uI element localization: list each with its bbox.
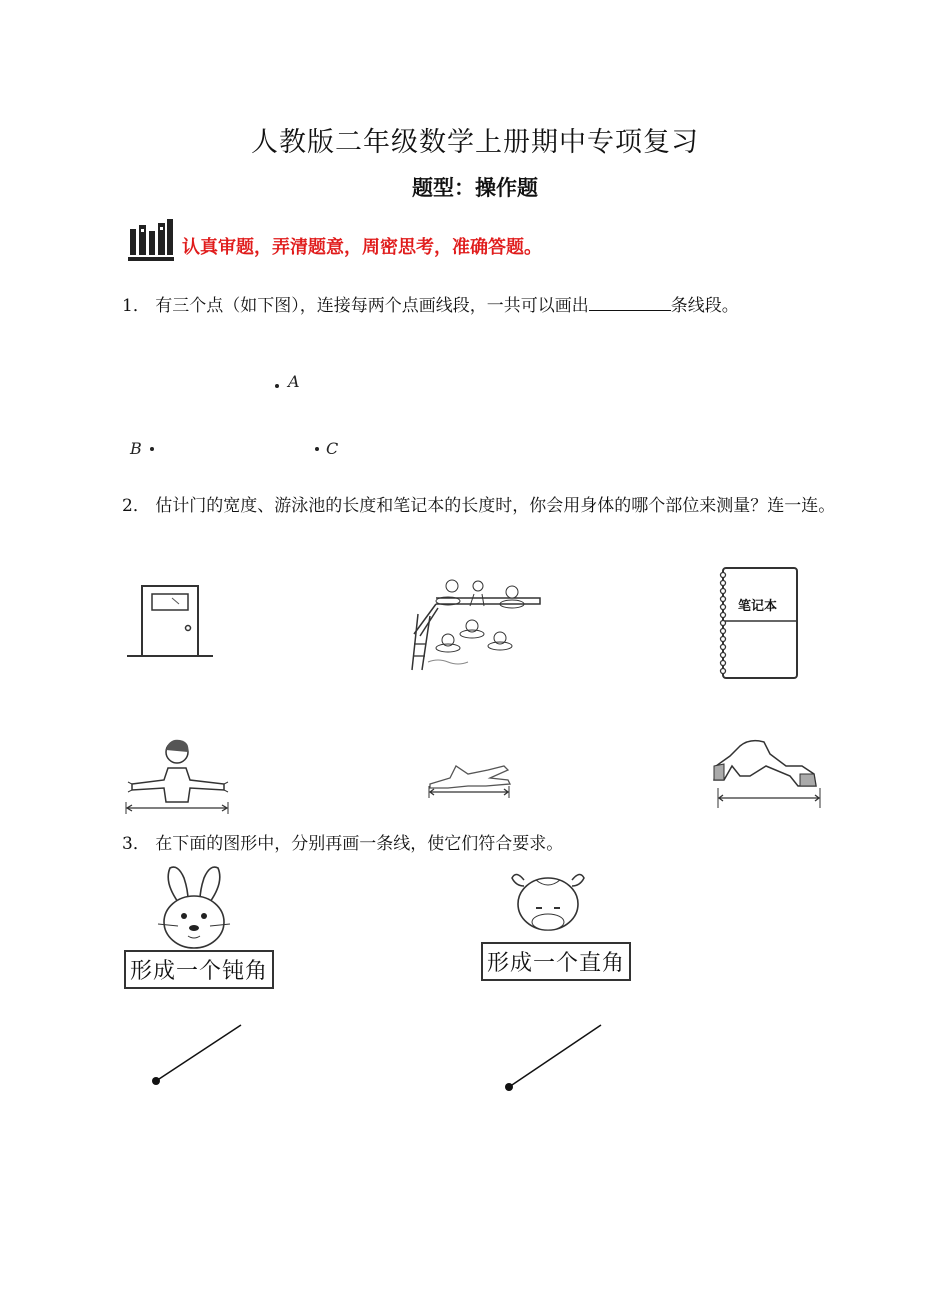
question-number: 1． [122,296,150,316]
question-number: 3． [122,834,150,854]
point-b-label: B [130,439,142,458]
arm-span-icon [124,738,232,814]
point-c-dot [314,446,320,452]
question-3 [122,826,837,862]
point-c-label: C [326,439,339,458]
notebook-icon [717,565,801,681]
question-text-end: 条线段。 [670,296,739,316]
question-2 [122,488,837,524]
swimming-pool-icon [408,574,548,672]
point-a-label: A [288,372,300,391]
point-b-dot [149,446,155,452]
hand-span-icon [428,758,514,798]
books-icon [128,219,174,263]
notebook-label: 笔记本 [738,599,778,614]
obtuse-angle-sign: 形成一个钝角 [124,950,274,989]
question-number: 2． [122,496,150,516]
answer-blank[interactable] [589,292,671,311]
stride-legs-icon [710,736,824,808]
tip-text: 认真审题，弄清题意，周密思考，准确答题。 [182,237,542,258]
page-subtitle: 题型：操作题 [412,176,538,200]
ray-left [150,1022,246,1088]
right-angle-sign: 形成一个直角 [481,942,631,981]
question-text: 估计门的宽度、游泳池的长度和笔记本的长度时，你会用身体的哪个部位来测量？连一连。 [155,496,836,516]
point-a-dot [274,383,280,389]
page-title: 人教版二年级数学上册期中专项复习 [251,127,699,158]
door-icon [125,582,215,660]
question-text: 有三个点（如下图），连接每两个点画线段，一共可以画出 [155,296,589,316]
question-1 [122,288,837,324]
question-text: 在下面的图形中，分别再画一条线，使它们符合要求。 [155,834,564,854]
cow-icon [506,868,590,946]
rabbit-icon [152,862,236,954]
ray-right [502,1022,606,1092]
